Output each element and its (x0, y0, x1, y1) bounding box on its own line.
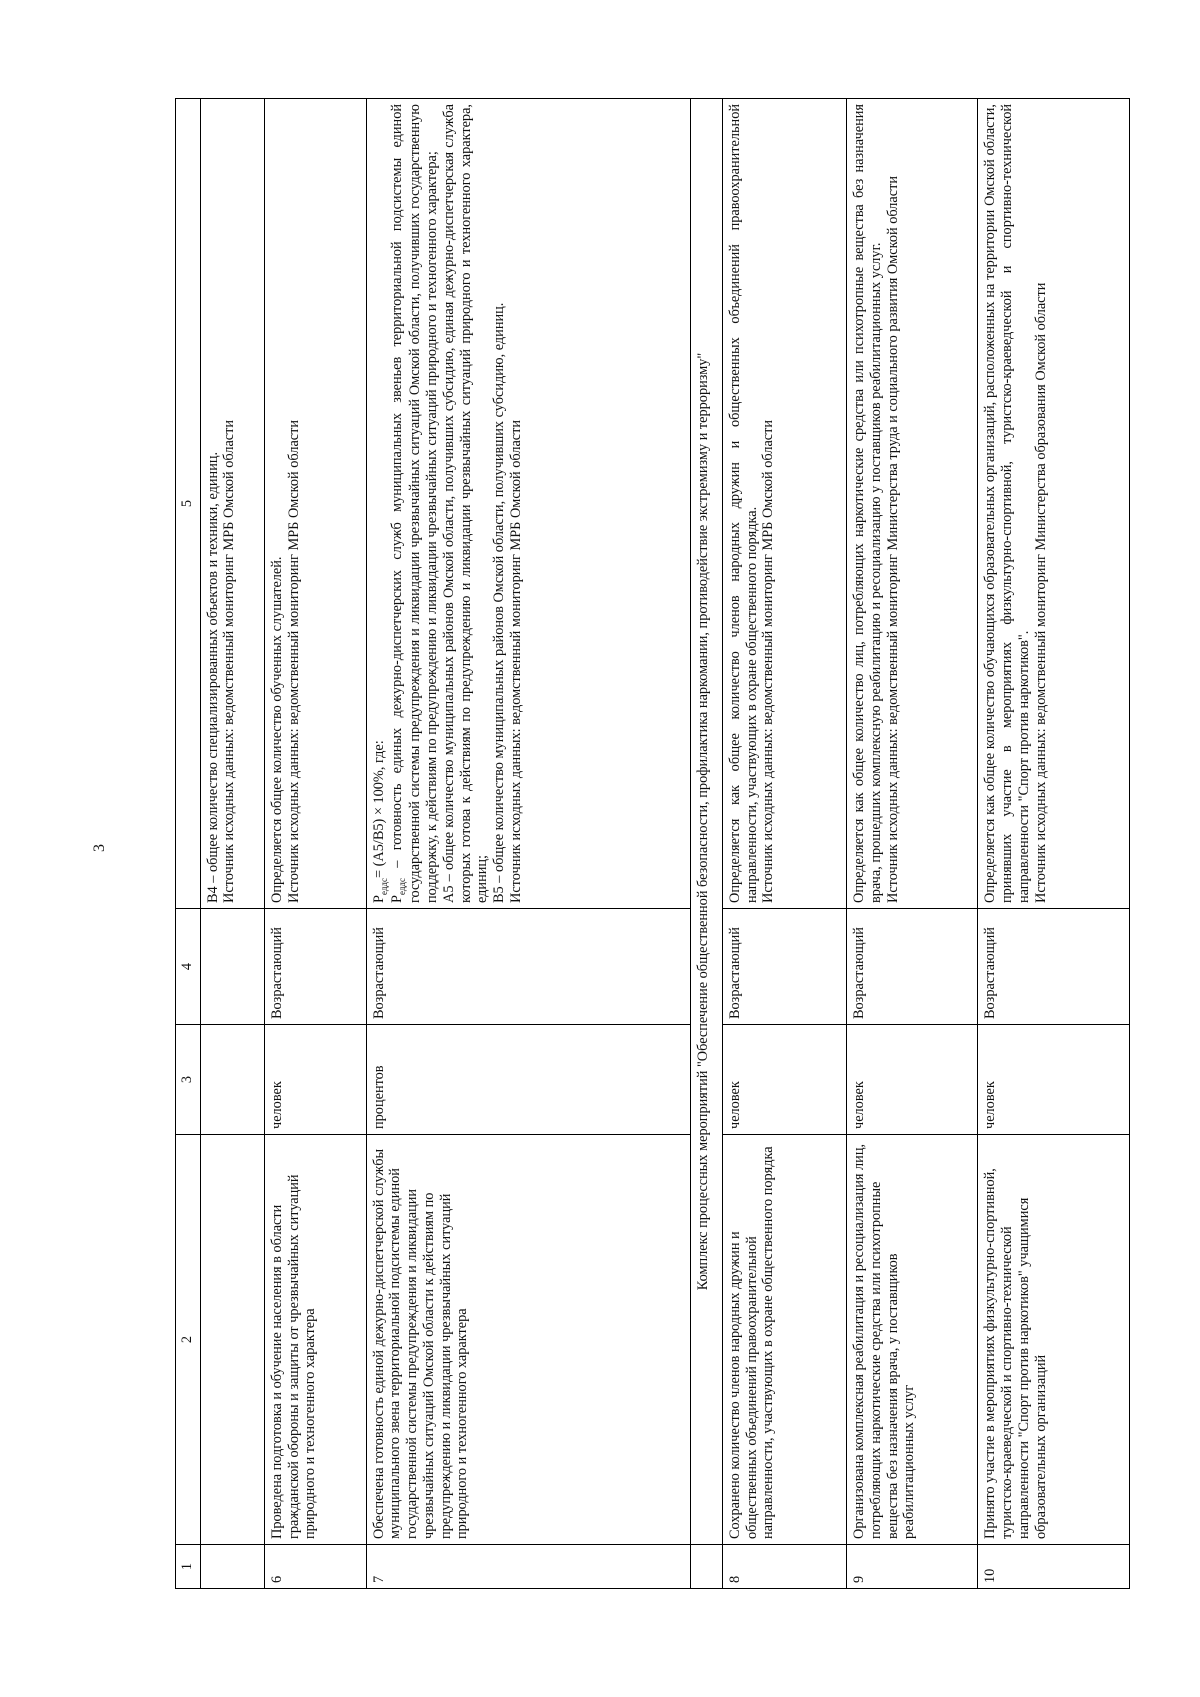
method-line: Определяется как общее количество обучающихся образовательных организаций, расположенных на территории Омской области, принявших участие в мероприятиях физкультурно-спортивной, туристско-краеведческой и спортивно-технической направленности "Спорт против наркотиков". (982, 104, 1032, 903)
row-number-cell: 7 (366, 1545, 691, 1589)
column-number-4: 4 (176, 909, 201, 1025)
table-row-6 (264, 99, 366, 1589)
unit-cell: человек (264, 1025, 366, 1135)
indicator-name-cell: Сохранено количество членов народных дружин и общественных объединений правоохранительной направленности, участвующих в охране общественного порядка (722, 1135, 846, 1545)
row-number-cell (200, 1545, 264, 1589)
trend-cell: Возрастающий (264, 909, 366, 1025)
row-number-cell: 10 (978, 1545, 1130, 1589)
indicator-name-cell: Организована комплексная реабилитация и ресоциализация лиц, потребляющих наркотические средства или психотропные вещества без назначения врача, у поставщиков реабилитационных услуг (847, 1135, 978, 1545)
method-source: Источник исходных данных: ведомственный мониторинг МРБ Омской области (760, 419, 777, 903)
trend-cell: Возрастающий (978, 909, 1130, 1025)
formula-definition-a5: A5 – общее количество муниципальных районов Омской области, получивших субсидию, единая дежурно-диспетчерская служба которых готова к действиям по предупреждению и ликвидации чрезвычайных ситуаций природного и техногенного характера, единиц; (440, 104, 491, 903)
unit-cell (200, 1025, 264, 1135)
formula-body: = (A5/B5) × 100%, где: (370, 740, 387, 879)
table-row-8 (722, 99, 846, 1589)
unit-cell: человек (978, 1025, 1130, 1135)
unit-cell: человек (847, 1025, 978, 1135)
formula (371, 104, 389, 903)
method-source: Источник исходных данных: ведомственный мониторинг МРБ Омской области (221, 419, 238, 903)
method-line: Определяется как общее количество членов народных дружин и общественных объединений правоохранительной направленности, участвующих в охране общественного порядка. (726, 104, 760, 903)
formula-definition-b5: B5 – общее количество муниципальных районов Омской области, получивших субсидию, единиц. (491, 302, 508, 903)
row-number-cell: 6 (264, 1545, 366, 1589)
column-number-2: 2 (176, 1135, 201, 1545)
trend-cell (200, 909, 264, 1025)
row-number-cell: 8 (722, 1545, 846, 1589)
definition-text: – готовность единых дежурно-диспетчерских служб муниципальных звеньев территориальной подсистемы единой государственной системы предупреждения и ликвидации чрезвычайных ситуаций Омской области, получивших государственную поддержку, к действиям по предупреждению и ликвидации чрезвычайных ситуаций природного и техногенного характера; (389, 104, 441, 903)
formula-subscript: еддс (378, 878, 389, 896)
method-line: Определяется как общее количество лиц, потребляющих наркотические средства или психотропные вещества без назначения врача, прошедших комплексную реабилитацию и ресоциализацию у поставщиков реабилитационных услуг. (851, 104, 884, 903)
section-empty-cell (691, 1545, 723, 1589)
column-number-5: 5 (176, 99, 201, 909)
formula-definition-p (389, 104, 441, 903)
page-number: 3 (91, 844, 108, 852)
method-cell (722, 99, 846, 909)
method-cell (366, 99, 691, 909)
table-row-7 (366, 99, 691, 1589)
method-source: Источник исходных данных: ведомственный мониторинг Министерства образования Омской области (1032, 282, 1049, 903)
formula-symbol: P (389, 895, 406, 903)
method-source: Источник исходных данных: ведомственный мониторинг МРБ Омской области (285, 419, 302, 903)
column-number-1: 1 (176, 1545, 201, 1589)
table-row-9 (847, 99, 978, 1589)
formula-symbol: P (370, 895, 387, 903)
table-row-b4-continuation (200, 99, 264, 1589)
column-number-3: 3 (176, 1025, 201, 1135)
method-line: B4 – общее количество специализированных объектов и техники, единиц. (204, 451, 221, 903)
method-source: Источник исходных данных: ведомственный мониторинг МРБ Омской области (507, 419, 524, 903)
unit-cell: человек (722, 1025, 846, 1135)
table-header-row (176, 99, 201, 1589)
indicator-name-cell: Проведена подготовка и обучение населения в области гражданской обороны и защиты от чрезвычайных ситуаций природного и техногенного характера (264, 1135, 366, 1545)
unit-cell: процентов (366, 1025, 691, 1135)
indicator-name-cell: Обеспечена готовность единой дежурно-диспетчерской службы муниципального звена территориальной подсистемы единой государственной системы предупреждения и ликвидации чрезвычайных ситуаций Омской области к действиям по предупреждению и ликвидации чрезвычайных ситуаций природного и техногенного характера (366, 1135, 691, 1545)
section-header-row (691, 99, 723, 1589)
method-cell (978, 99, 1130, 909)
trend-cell: Возрастающий (847, 909, 978, 1025)
method-cell (847, 99, 978, 909)
table-row-10 (978, 99, 1130, 1589)
section-title: Комплекс процессных мероприятий "Обеспечение общественной безопасности, профилактика наркомании, противодействие экстремизму и терроризму" (691, 99, 723, 1545)
method-line: Определяется общее количество обученных слушателей. (268, 556, 285, 903)
method-cell (200, 99, 264, 909)
indicators-table (175, 98, 1130, 1589)
formula-subscript: еддс (396, 878, 407, 896)
indicator-name-cell: Принято участие в мероприятиях физкультурно-спортивной, туристско-краеведческой и спортивно-технической направленности "Спорт против наркотиков" учащимися образовательных организаций (978, 1135, 1130, 1545)
trend-cell: Возрастающий (722, 909, 846, 1025)
trend-cell: Возрастающий (366, 909, 691, 1025)
method-cell (264, 99, 366, 909)
row-number-cell: 9 (847, 1545, 978, 1589)
rotated-page-content (175, 99, 1130, 1589)
method-source: Источник исходных данных: ведомственный мониторинг Министерства труда и социального развития Омской области (884, 175, 901, 903)
indicator-name-cell (200, 1135, 264, 1545)
